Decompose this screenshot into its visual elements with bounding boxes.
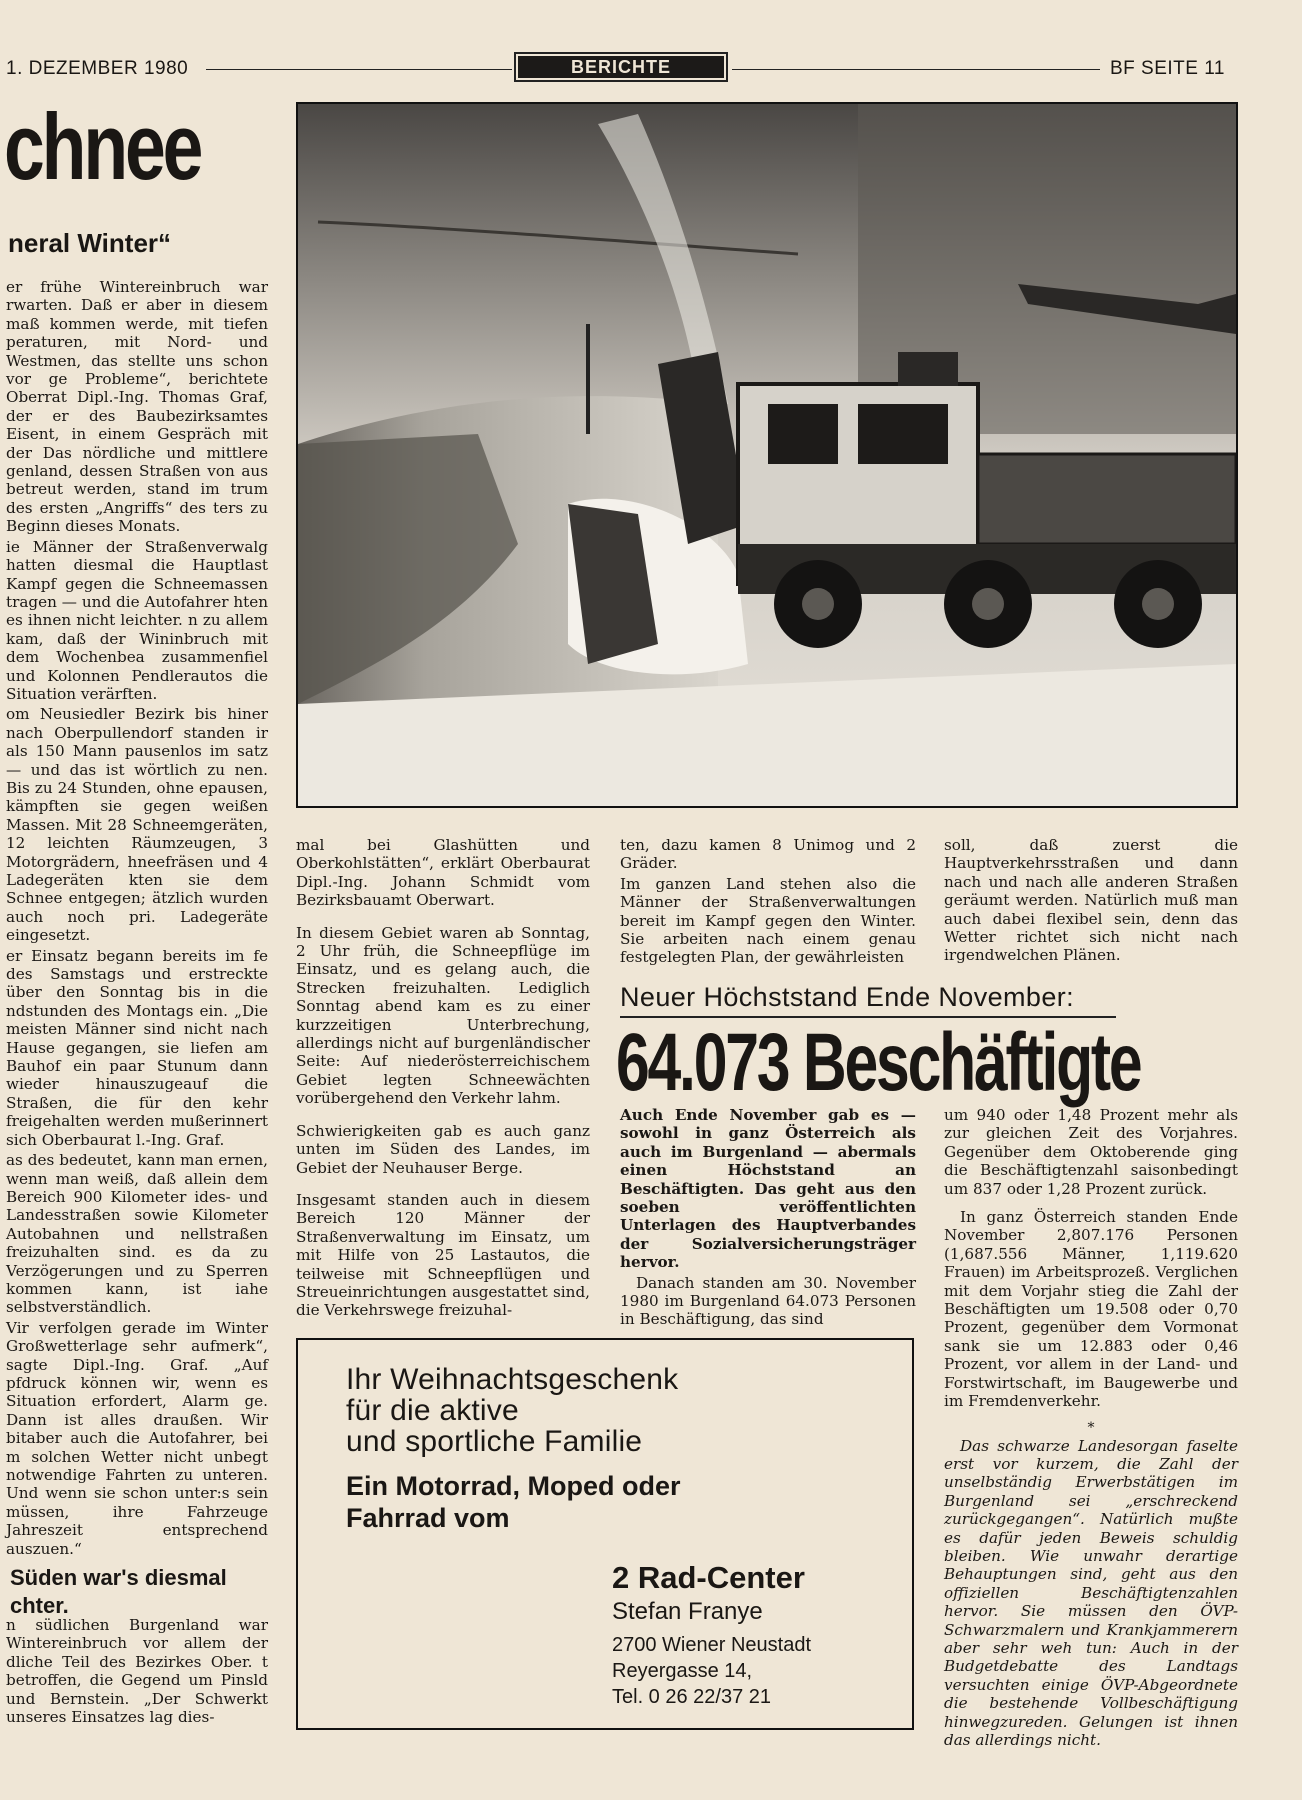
- page-number: BF SEITE 11: [1110, 58, 1225, 79]
- ad-company-name: 2 Rad-Center: [612, 1560, 805, 1595]
- ad-city: 2700 Wiener Neustadt: [612, 1634, 812, 1656]
- lead-paragraph: Auch Ende November gab es — sowohl in ganz Österreich als auch im Burgenland — abermals einen Höchststand an Beschäftigten. Das geht aus den soeben veröffentlichten Unterlagen des Hauptverbandes der Sozialversicherungsträger hervor.: [620, 1106, 916, 1272]
- ad-phone: Tel. 0 26 22/37 21: [612, 1686, 772, 1708]
- ad-address: [612, 1632, 811, 1710]
- paragraph: as des bedeutet, kann man ernen, wenn man weiß, daß allein dem Bereich 900 Kilometer ides- und Landesstraßen sowie Kilometer Autobahnen und nellstraßen freizuhalten sind. es da zu Verzögerungen und zu Sperren kommen kann, ist iahe selbstverständlich.: [6, 1151, 268, 1317]
- employment-kicker: Neuer Höchststand Ende November:: [620, 982, 1075, 1012]
- paragraph: ten, dazu kamen 8 Unimog und 2 Gräder.: [620, 836, 916, 873]
- section-separator: *: [1087, 1419, 1095, 1436]
- ad-offer-line: Fahrrad vom: [346, 1503, 510, 1533]
- article-column-2: [296, 836, 590, 1320]
- paragraph: om Neusiedler Bezirk bis hiner nach Oberpullendorf standen ir als 150 Mann pausenlos im satz — und das ist wörtlich zu nen. Bis zu 24 Stunden, ohne epausen, kämpften sie gegen weißen Massen. Mit 28 Schneemgeräten, 12 leichten Räumzeugen, 3 Motorgrädern, hneefräsen und 4 Ladegeräten kten sie dem Schnee entgegen; ätzlich wurden auch noch pri. Ladegeräte eingesetzt.: [6, 705, 268, 945]
- advertisement-box: [296, 1338, 914, 1730]
- paragraph: Vir verfolgen gerade im Winter Großwetterlage sehr aufmerk“, sagte Dipl.-Ing. Graf. „Auf pfdruck können wir, wenn es Situation erfordert, Alarm ge. Dann ist alles draußen. Wir bitaber auch die Autofahrer, bei m solchen Wetter nicht unbegt notwendige Fahrten zu unteren. Und wenn sie schon unter:s sein müssen, ihre Fahrzeuge Jahreszeit entsprechend auszuen.“: [6, 1318, 268, 1558]
- paragraph: Danach standen am 30. November 1980 im Burgenland 64.073 Personen in Beschäftigung, das sind: [620, 1273, 916, 1329]
- paragraph: Im ganzen Land stehen also die Männer der Straßenverwaltungen bereit im Kampf gegen den Winter. Sie arbeiten nach einem genau festgelegten Plan, der gewährleisten: [620, 874, 916, 967]
- ad-line: Ihr Weihnachtsgeschenk: [346, 1363, 679, 1396]
- article-column-1-tail: [6, 1616, 268, 1726]
- paragraph: er Einsatz begann bereits im fe des Samstags und erstreckte über den Sonntag bis in die ndstunden des Montags ein. „Die meisten Männer sind nicht nach Hause gegangen, sie liefen am Bauhof ein paar Stunum dann wieder hinauszugeauf die Straßen, die für den kehr freigehalten werden mußerinnert sich Oberbaurat l.-Ing. Graf.: [6, 946, 268, 1149]
- ad-line: und sportliche Familie: [346, 1425, 643, 1458]
- ad-line: für die aktive: [346, 1394, 519, 1427]
- section-badge: [514, 52, 728, 82]
- article-headline: chnee: [4, 94, 201, 199]
- ad-tagline: [346, 1364, 678, 1457]
- ad-owner-name: Stefan Franye: [612, 1598, 763, 1625]
- employment-column-right: [944, 1106, 1238, 1749]
- ad-street: Reyergasse 14,: [612, 1660, 753, 1682]
- paragraph: In diesem Gebiet waren ab Sonntag, 2 Uhr früh, die Schneepflüge im Einsatz, und es gelang auch, die Strecken freizuhalten. Lediglich Sonntag abend kam es zu einer kurzzeitigen Unterbrechung, allerdings nicht auf burgenländischer Seite: Auf niederösterreichischem Gebiet legten Schneewächten vorübergehend den Verkehr lahm.: [296, 923, 590, 1108]
- snow-blower-photo: [296, 102, 1238, 808]
- article-column-3: [620, 836, 916, 967]
- paragraph: um 940 oder 1,48 Prozent mehr als zur gleichen Zeit des Vorjahres. Gegenüber dem Oktoberende ging die Beschäftigtenzahl saisonbedingt um 837 oder 1,28 Prozent zurück.: [944, 1106, 1238, 1198]
- article-column-4: [944, 836, 1238, 965]
- paragraph: ie Männer der Straßenverwalg hatten diesmal die Hauptlast Kampf gegen die Schneemassen tragen — und die Autofahrer hten es ihnen nicht leichter. n zu allem kam, daß der Wininbruch mit dem Wochenbea zusammenfiel und Kolonnen Pendlerautos die Situation verärften.: [6, 537, 268, 703]
- article-crosshead: Süden war's diesmal chter.: [10, 1565, 227, 1618]
- paragraph: mal bei Glashütten und Oberkohlstätten“, erklärt Oberbaurat Dipl.-Ing. Johann Schmidt vom Bezirksbauamt Oberwart.: [296, 836, 590, 910]
- paragraph: In ganz Österreich standen Ende November 2,807.176 Personen (1,687.556 Männer, 1,119.620 Frauen) im Arbeitsprozeß. Verglichen mit dem Vorjahr stieg die Zahl der Beschäftigten um 19.508 oder 0,70 Prozent, gegenüber dem Vormonat sank sie um 12.883 oder 0,46 Prozent, vor allem in der Land- und Forstwirtschaft, im Baugewerbe und im Fremdenverkehr.: [944, 1208, 1238, 1411]
- paragraph: Insgesamt standen auch in diesem Bereich 120 Männer der Straßenverwaltung im Einsatz, um mit Hilfe von 25 Lastautos, die teilweise mit Schneepflügen und Streueinrichtungen ausgestattet sind, die Verkehrswege freizuhal-: [296, 1190, 590, 1320]
- paragraph: n südlichen Burgenland war Wintereinbruch vor allem der dliche Teil des Bezirkes Ober. t betroffen, die Gegend um Pinsld und Bernstein. „Der Schwerkt unseres Einsatzes lag dies-: [6, 1616, 268, 1727]
- header-rule-left: [206, 69, 512, 70]
- commentary-paragraph: Das schwarze Landesorgan faselte erst vor kurzem, die Zahl der unselbständig Erwerbstätigen im Burgenland sei „erschreckend zurückgegangen“. Natürlich mußte es dafür jeden Beweis schuldig bleiben. Wie unwahr derartige Behauptungen sind, geht aus den offiziellen Beschäftigtenzahlen hervor. Sie müssen den ÖVP-Schwarzmalern und Krankjammerern aber sehr weh tun: Auch in der Budgetdebatte des Landtags versuchten einige ÖVP-Abgeordnete die bestehende Vollbeschäftigung hinwegzureden. Gelungen ist ihnen das allerdings nicht.: [944, 1436, 1238, 1749]
- employment-column-left: [620, 1106, 916, 1329]
- page-header: [0, 52, 1302, 90]
- paragraph: Schwierigkeiten gab es auch ganz unten im Süden des Landes, im Gebiet der Neuhauser Berge.: [296, 1121, 590, 1177]
- article-column-1: [6, 278, 268, 1558]
- article-subheadline: neral Winter“: [8, 228, 172, 258]
- ad-offer-line: Ein Motorrad, Moped oder: [346, 1471, 681, 1501]
- ad-offer: [346, 1470, 681, 1534]
- header-rule-right: [732, 69, 1100, 70]
- paragraph: er frühe Wintereinbruch war rwarten. Daß er aber in diesem maß kommen werde, mit tiefen peraturen, mit Nord- und Westmen, das stellte uns schon vor ge Probleme“, berichtete Oberrat Dipl.-Ing. Thomas Graf, der er des Baubezirksamtes Eisent, in einem Gespräch mit der Das nördliche und mittlere genland, dessen Straßen von aus betreut werden, stand im trum des ersten „Angriffs“ des ters zu Beginn dieses Monats.: [6, 278, 268, 536]
- employment-headline: 64.073 Beschäftigte: [616, 1017, 1141, 1108]
- paragraph: soll, daß zuerst die Hauptverkehrsstraßen und dann nach und nach alle anderen Straßen geräumt werden. Natürlich muß man auch dabei flexibel sein, denn das Wetter richtet sich nicht nach irgendwelchen Plänen.: [944, 836, 1238, 965]
- photo-illustration: [298, 104, 1236, 806]
- issue-date: 1. DEZEMBER 1980: [6, 58, 189, 79]
- section-label: BERICHTE: [518, 56, 724, 78]
